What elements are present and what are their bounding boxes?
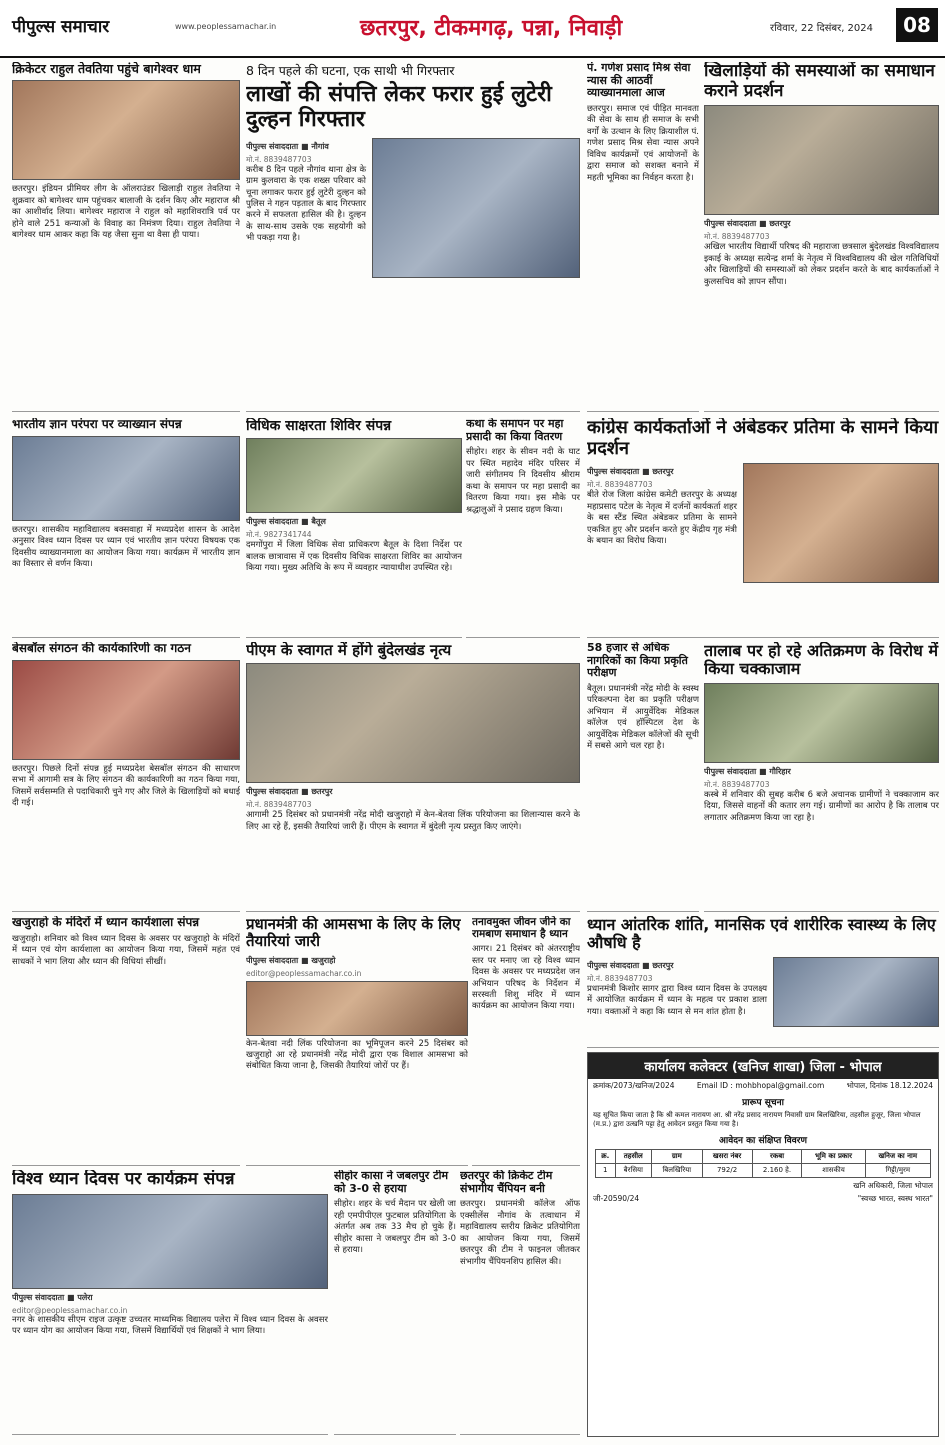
article-baseball [12, 642, 240, 912]
headline: क्रिकेटर राहुल तेवतिया पहुंचे बागेश्वर धाम [12, 62, 201, 76]
article-body: सीहोर। शहर के सीवन नदी के घाट पर स्थित महादेव मंदिर परिसर में जारी संगीतमय नि दिवसीय श्रीराम कथा के समापन पर महा प्रसादी का वितरण किया गया। इस मौके पर श्रद्धालुओं ने प्रसाद ग्रहण किया। [466, 447, 580, 515]
headline: सीहोर कासा ने जबलपुर टीम को 3-0 से हराया [334, 1170, 449, 1195]
article-congress [587, 418, 939, 638]
ad-table [595, 1149, 931, 1178]
article-photo [12, 660, 240, 760]
headline: लाखों की संपत्ति लेकर फरार हुई लुटेरी दुल्हन गिरफ्तार [246, 82, 552, 133]
article-photo [773, 957, 939, 1027]
article-rahul [12, 62, 240, 412]
article-pm-dance [246, 642, 580, 912]
table-cell: 792/2 [702, 1163, 752, 1177]
byline: पीपुल्स संवाददाता ■ छतरपुर [587, 960, 674, 970]
article-pm-sabha [246, 916, 468, 1166]
article-body: कस्बे में शनिवार की सुबह करीब 6 बजे अचानक ग्रामीणों ने चक्काजाम कर दिया, जिससे वाहनों की कतार लग गई। ग्रामीणों का आरोप है कि तालाब पर लगातार अतिक्रमण किया जा रहा है। [704, 789, 939, 823]
byline-mobile: मो.नं. 8839487703 [246, 154, 312, 164]
headline: पीएम के स्वागत में होंगे बुंदेलखंड नृत्य [246, 642, 452, 659]
article-gyan [12, 418, 240, 638]
article-body: अखिल भारतीय विद्यार्थी परिषद की महाराजा छत्रसाल बुंदेलखंड विश्वविद्यालय इकाई के अध्यक्ष सत्येन्द्र शर्मा के नेतृत्व में विश्वविद्यालय की खेल गतिविधियों और खिलाड़ियों की समस्याओं को लेकर प्रदर्शन करते के बाद कार्यकर्ताओं ने कुलसचिव को ज्ञापन सौंपा। [704, 242, 939, 287]
table-header-cell: भूमि का प्रकार [802, 1149, 865, 1163]
ad-date: भोपाल, दिनांक 18.12.2024 [846, 1081, 933, 1090]
byline: पीपुल्स संवाददाता ■ गौरिहार [704, 766, 791, 776]
byline: पीपुल्स संवाददाता ■ छतरपुर [704, 219, 791, 229]
headline: 58 हजार से अधिक नागरिकों का किया प्रकृति परीक्षण [587, 642, 688, 680]
newspaper-brand: पीपुल्स समाचार [12, 17, 110, 37]
masthead [0, 0, 945, 58]
article-body: छतरपुर। शासकीय महाविद्यालय बक्सवाहा में मध्यप्रदेश शासन के आदेश अनुसार विश्व ध्यान दिवस पर ध्यान एवं भारतीय ज्ञान परंपरा विषयक एक दिवसीय व्याख्यानमाला का आयोजन किया गया। कार्यक्रम में भारतीय ज्ञान का विस्तार से वर्णन किया। [12, 524, 240, 570]
article-cricket [460, 1170, 580, 1435]
headline: भारतीय ज्ञान परंपरा पर व्याख्यान संपन्न [12, 418, 182, 431]
article-players [704, 62, 939, 412]
ad-code: जी-20590/24 [593, 1193, 640, 1203]
article-photo [246, 981, 468, 1036]
kicker: 8 दिन पहले की घटना, एक साथी भी गिरफ्तार [246, 63, 455, 78]
article-body: छतरपुर। प्रधानमंत्री कॉलेज ऑफ एक्सीलेंस नौगांव के तत्वाधान में महाविद्यालय स्तरीय क्रिकेट प्रतियोगिता का आयोजन किया गया, जिसमें छतरपुर की टीम ने फाइनल जीतकर संभागीय चैंपियनशिप हासिल की। [460, 1199, 580, 1267]
brand-url[interactable]: www.peoplessamachar.in [175, 22, 277, 31]
headline: खिलाड़ियों की समस्याओं का समाधान कराने प्रदर्शन [704, 62, 935, 101]
article-photo [12, 1194, 328, 1289]
table-cell: गिट्टी/मुरम [865, 1163, 930, 1177]
ad-ref: क्रमांक/2073/खनिज/2024 [593, 1081, 675, 1090]
headline: ध्यान आंतरिक शांति, मानसिक एवं शारीरिक स्वास्थ्य के लिए औषधि है [587, 916, 936, 953]
byline: पीपुल्स संवाददाता ■ खजुराहो [246, 955, 336, 965]
headline: छतरपुर की क्रिकेट टीम संभागीय चैंपियन बनी [460, 1170, 553, 1195]
article-body: नगर के शासकीय सीएम राइज उत्कृष्ट उच्चतर माध्यमिक विद्यालय पलेरा में विश्व ध्यान दिवस के अवसर पर ध्यान योग का आयोजन किया गया, जिसमें विद्यार्थियों एवं शिक्षकों ने भाग लिया। [12, 1314, 328, 1337]
issue-date: रविवार, 22 दिसंबर, 2024 [770, 23, 874, 34]
article-tanav [472, 916, 580, 1166]
headline: कांग्रेस कार्यकर्ताओं ने अंबेडकर प्रतिमा के सामने किया प्रदर्शन [587, 418, 939, 459]
article-body: छतरपुर। समाज एवं पीड़ित मानवता की सेवा के साथ ही समाज के सभी वर्गों के उत्थान के लिए क्रियाशील पं. गणेश प्रसाद मिश्र सेवा न्यास अपने विविध कार्यक्रमों एवं आयोजनों के द्वारा समाज को सशक्त बनाने में महती भूमिका का निर्वहन करता है। [587, 103, 699, 183]
article-talab [704, 642, 939, 912]
edition-title: छतरपुर, टीकमगढ़, पन्ना, निवाड़ी [360, 16, 623, 41]
byline-mobile: मो.नं. 8839487703 [587, 973, 653, 983]
article-body: आगामी 25 दिसंबर को प्रधानमंत्री नरेंद्र मोदी खजुराहो में केन-बेतवा लिंक परियोजना का शिलान्यास करने के लिए आ रहे हैं, इसकी तैयारियां जारी हैं। पीएम के स्वागत में बुंदेली नृत्य प्रस्तुत किए जाएंगे। [246, 810, 580, 832]
headline: विधिक साक्षरता शिविर संपन्न [246, 418, 392, 434]
page-number: 08 [896, 8, 938, 42]
article-body: आगर। 21 दिसंबर को अंतरराष्ट्रीय स्तर पर मनाए जा रहे विश्व ध्यान दिवस के अवसर पर मध्यप्रदेश जन अभियान परिषद के निर्देशन में सरस्वती शिशु मंदिर में ध्यान कार्यक्रम का आयोजन किया गया। [472, 944, 580, 1012]
table-header-cell: खसरा नंबर [702, 1149, 752, 1163]
ad-table-caption: आवेदन का संक्षिप्त विवरण [719, 1135, 807, 1146]
headline: तनावमुक्त जीवन जीने का रामबाण समाधान है ध्यान [472, 916, 571, 941]
article-photo [246, 663, 580, 783]
table-header-cell: रकबा [752, 1149, 802, 1163]
byline: पीपुल्स संवाददाता ■ छतरपुर [246, 787, 333, 797]
article-body: खजुराहो। शनिवार को विश्व ध्यान दिवस के अवसर पर खजुराहो के मंदिरों में ध्यान एवं योग कार्यशाला का आयोजन किया गया, जिसमें महंत एवं साधकों ने भाग लिया और ध्यान की विधियां सीखीं। [12, 933, 240, 967]
article-body: बैतूल। प्रधानमंत्री नरेंद्र मोदी के स्वस्थ परिकल्पना देश का प्रकृति परीक्षण अभियान में आयुर्वेदिक मेडिकल कॉलेज एवं हॉस्पिटल देश के आयुर्वेदिक मेडिकल कॉलेजों की सूची में सबसे आगे चल रहा है। [587, 683, 699, 752]
article-body: करीब 8 दिन पहले नौगांव थाना क्षेत्र के ग्राम कुलवारा के एक शख्स परिवार को चूना लगाकर फरार हुई लुटेरी दुल्हन को पुलिस ने गहन पड़ताल के बाद गिरफ्तार करने में सफलता हासिल की है। दुल्हन के साथ-साथ उसके एक सहयोगी को भी पकड़ा गया है। [246, 164, 366, 244]
byline-mobile: मो.नं. 8839487703 [704, 779, 770, 789]
byline: पीपुल्स संवाददाता ■ पलेरा [12, 1292, 93, 1302]
article-sehore [334, 1170, 456, 1435]
article-robbery [246, 62, 580, 412]
ad-email: Email ID : mohbhopal@gmail.com [696, 1081, 825, 1090]
headline: विश्व ध्यान दिवस पर कार्यक्रम संपन्न [12, 1170, 235, 1189]
table-header-row [596, 1149, 931, 1163]
ad-title: प्रारूप सूचना [742, 1098, 784, 1108]
headline: बेसबॉल संगठन की कार्यकारिणी का गठन [12, 642, 191, 655]
article-ganesh [587, 62, 699, 412]
article-body: दमगोंपुरा में जिला विधिक सेवा प्राधिकरण बैतूल के दिशा निर्देश पर बालक छात्रावास में एक दिवसीय विधिक साक्षरता शिविर का आयोजन किया गया। मुख्य अतिथि के रूप में व्यवहार न्यायाधीश उपस्थित रहे। [246, 540, 462, 574]
headline: पं. गणेश प्रसाद मिश्र सेवा न्यास की आठवीं व्याख्यानमाला आज [587, 62, 691, 100]
byline-email[interactable]: editor@peoplessamachar.co.in [246, 968, 362, 978]
article-body: छतरपुर। इंडियन प्रीमियर लीग के ऑलराउंडर खिलाड़ी राहुल तेवतिया ने शुक्रवार को बागेश्वर धाम पहुंचकर बालाजी के दर्शन किए और महाराज श्री का आशीर्वाद लिया। बागेश्वर महाराज ने राहुल को महाशिवरात्रि पर्व पर होने वाले 251 कन्याओं के विवाह का निमंत्रण दिया। राहुल तेवतिया ने बागेश्वर धाम आकर कहा कि यह जैसा सुना था वैसा ही पाया। [12, 184, 240, 241]
article-photo [12, 80, 240, 180]
byline-mobile: मो.नं. 8839487703 [587, 480, 653, 490]
article-body: सीहोर। शहर के चर्च मैदान पर खेली जा रही एमपीपीएल फुटबाल प्रतियोगिता के अंतर्गत अब तक 33 मैच हो चुके हैं। सीहोर कासा ने जबलपुर टीम को 3-0 से हराया। [334, 1199, 456, 1256]
ad-notice: यह सूचित किया जाता है कि श्री कमल नारायण आ. श्री नरेंद्र प्रसाद नारायण निवासी ग्राम बिलखिरिया, तहसील हुजूर, जिला भोपाल (म.प्र.) द्वारा उत्खनि पट्टा हेतु आवेदन प्रस्तुत किया गया है। [593, 1111, 921, 1129]
article-prakriti [587, 642, 699, 912]
table-cell: 1 [596, 1163, 616, 1177]
byline-email[interactable]: editor@peoplessamachar.co.in [12, 1305, 128, 1315]
table-cell: शासकीय [802, 1163, 865, 1177]
byline-mobile: मो.नं. 9827341744 [246, 530, 312, 540]
headline: खजुराहो के मंदिरों में ध्यान कार्यशाला संपन्न [12, 916, 200, 929]
article-photo [743, 463, 939, 583]
article-photo [704, 683, 939, 763]
byline: पीपुल्स संवाददाता ■ छतरपुर [587, 467, 674, 477]
article-khajuraho [12, 916, 240, 1166]
government-notice-ad [587, 1052, 939, 1437]
headline: कथा के समापन पर महा प्रसादी का किया वितरण [466, 418, 564, 443]
table-cell: 2.160 हे. [752, 1163, 802, 1177]
table-cell: बैरसिया [615, 1163, 651, 1177]
article-photo [12, 436, 240, 521]
article-body: प्रधानमंत्री किशोर सागर द्वारा विश्व ध्यान दिवस के उपलक्ष्य में आयोजित कार्यक्रम में ध्यान के महत्व पर प्रकाश डाला गया। वक्ताओं ने कहा कि ध्यान से मन शांत होता है। [587, 983, 767, 1017]
headline: प्रधानमंत्री की आमसभा के लिए के लिए तैयारियां जारी [246, 916, 461, 951]
table-header-cell: क्र. [596, 1149, 616, 1163]
table-row [596, 1163, 931, 1177]
article-body: केन-बेतवा नदी लिंक परियोजना का भूमिपूजन करने 25 दिसंबर को खजुराहो आ रहे प्रधानमंत्री नरेंद्र मोदी द्वारा एक विशाल आमसभा को संबोधित किया जाना है, जिसकी तैयारियां जोरों पर हैं। [246, 1038, 468, 1072]
article-katha [466, 418, 580, 638]
article-vishwa [12, 1170, 328, 1435]
article-dhyan [587, 916, 939, 1048]
byline-mobile: मो.नं. 8839487703 [704, 232, 770, 242]
headline: तालाब पर हो रहे अतिक्रमण के विरोध में किया चक्काजाम [704, 642, 939, 679]
ad-signature: खनि अधिकारी, जिला भोपाल [853, 1180, 933, 1190]
byline-mobile: मो.नं. 8839487703 [246, 800, 312, 810]
article-body: बीते रोज जिला कांग्रेस कमेटी छतरपुर के अध्यक्ष महाप्रसाद पटेल के नेतृत्व में दर्जनों कार्यकर्ता शहर के बस स्टैंड स्थित अंबेडकर प्रतिमा के सामने एकत्रित हुए और प्रदर्शन करते हुए केंद्रीय गृह मंत्री के बयान का विरोध किया। [587, 490, 737, 547]
article-photo [372, 138, 580, 278]
byline: पीपुल्स संवाददाता ■ नौगांव [246, 141, 329, 151]
table-header-cell: ग्राम [652, 1149, 703, 1163]
article-photo [704, 105, 939, 215]
table-header-cell: तहसील [615, 1149, 651, 1163]
table-cell: बिलखिरिया [652, 1163, 703, 1177]
article-body: छतरपुर। पिछले दिनों संपन्न हुई मध्यप्रदेश बेसबॉल संगठन की साधारण सभा में आगामी सत्र के लिए संगठन की कार्यकारिणी का गठन किया गया, जिसमें सर्वसम्मति से पदाधिकारी चुने गए और जिले के खिलाड़ियों को बधाई दी गई। [12, 763, 240, 809]
article-photo [246, 438, 462, 513]
table-header-cell: खनिज का नाम [865, 1149, 930, 1163]
ad-slogan: "स्वच्छ भारत, स्वस्थ भारत" [857, 1193, 933, 1203]
ad-header: कार्यालय कलेक्टर (खनिज शाखा) जिला - भोपाल [588, 1053, 938, 1079]
byline: पीपुल्स संवाददाता ■ बैतूल [246, 517, 326, 527]
article-vidhik [246, 418, 462, 638]
